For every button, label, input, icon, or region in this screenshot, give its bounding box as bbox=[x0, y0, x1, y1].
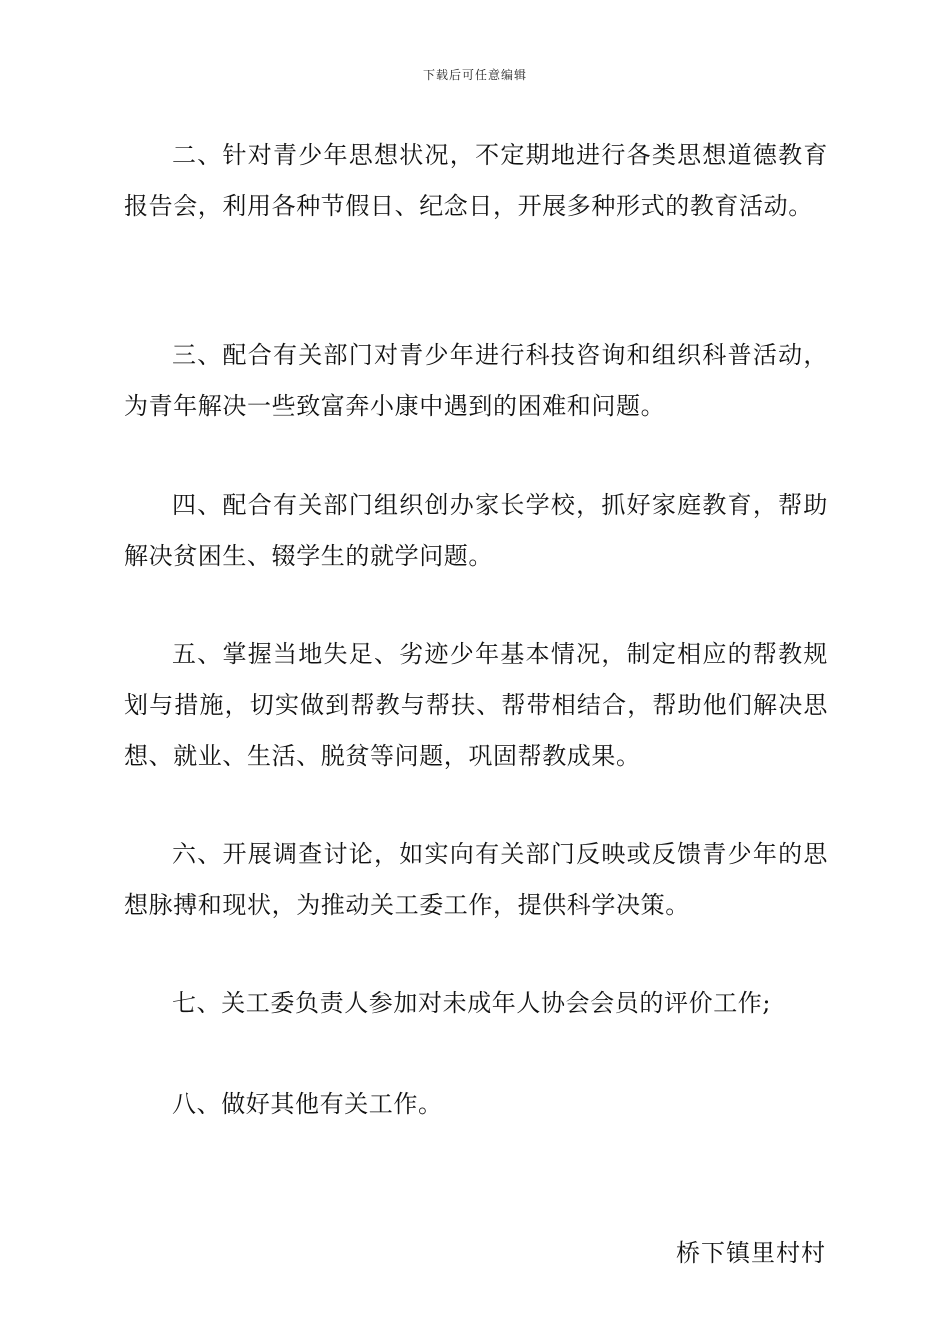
paragraph-item-5: 五、掌握当地失足、劣迹少年基本情况，制定相应的帮教规划与措施，切实做到帮教与帮扶、帮带相结合，帮助他们解决思想、就业、生活、脱贫等问题，巩固帮教成果。 bbox=[124, 640, 828, 770]
paragraph-item-6: 六、开展调查讨论，如实向有关部门反映或反馈青少年的思想脉搏和现状，为推动关工委工作，提供科学决策。 bbox=[124, 840, 828, 919]
paragraph-item-4: 四、配合有关部门组织创办家长学校，抓好家庭教育，帮助解决贫困生、辍学生的就学问题。 bbox=[124, 491, 828, 570]
header-note: 下载后可任意编辑 bbox=[422, 68, 527, 82]
paragraph-item-2: 二、针对青少年思想状况，不定期地进行各类思想道德教育报告会，利用各种节假日、纪念日，开展多种形式的教育活动。 bbox=[124, 141, 828, 220]
paragraph-item-8: 八、做好其他有关工作。 bbox=[172, 1090, 443, 1118]
paragraph-item-7: 七、关工委负责人参加对未成年人协会会员的评价工作; bbox=[172, 989, 772, 1017]
signature-village: 桥下镇里村村 bbox=[676, 1239, 826, 1267]
paragraph-item-3: 三、配合有关部门对青少年进行科技咨询和组织科普活动，为青年解决一些致富奔小康中遇到的困难和问题。 bbox=[124, 341, 828, 420]
